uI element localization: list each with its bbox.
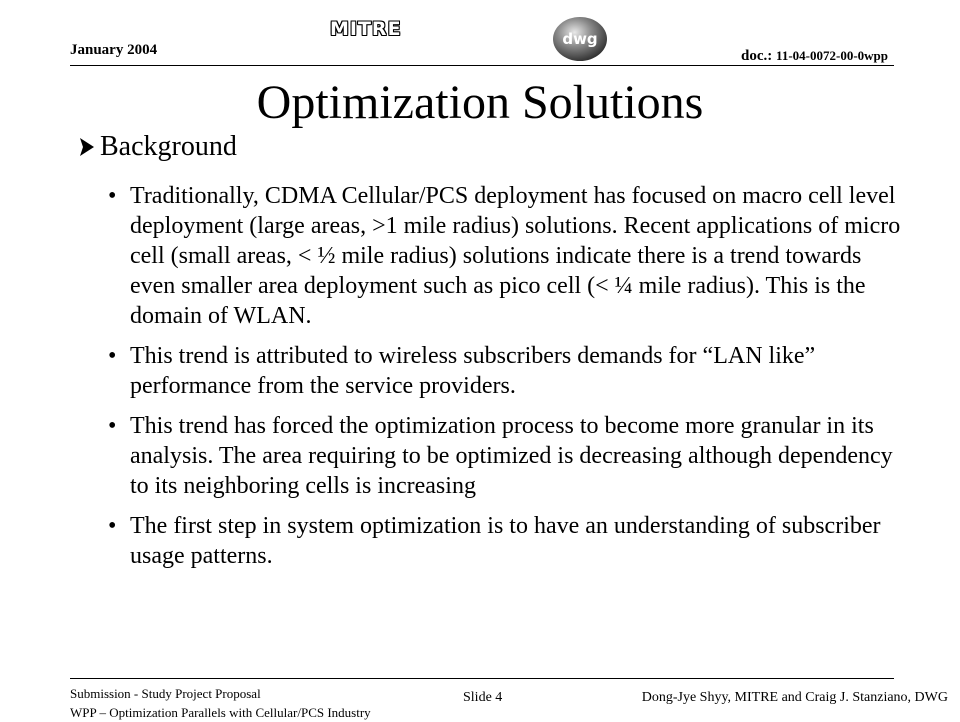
- bullet-text: This trend is attributed to wireless subscribers demands for “LAN like” performance from the service providers.: [130, 343, 816, 399]
- dwg-logo-text: dwg: [562, 30, 598, 48]
- bullet-dot-icon: •: [108, 513, 117, 539]
- header-date: January 2004: [70, 42, 158, 58]
- section-heading: [78, 131, 237, 163]
- bullet-item: [108, 181, 908, 331]
- bullet-item: [108, 411, 908, 501]
- doc-number-value: 11-04-0072-00-0wpp: [776, 48, 888, 63]
- slide-number: Slide 4: [463, 690, 503, 705]
- footer-divider: [70, 678, 894, 679]
- bullet-text: The first step in system optimization is to have an understanding of subscriber usage patterns.: [130, 513, 881, 569]
- section-heading-text: Background: [100, 131, 237, 162]
- footer-submission: [70, 684, 371, 722]
- slide-title: Optimization Solutions: [256, 76, 704, 129]
- dwg-logo: [552, 16, 608, 62]
- bullet-item: [108, 511, 908, 571]
- bullet-dot-icon: •: [108, 343, 117, 369]
- bullet-dot-icon: •: [108, 413, 117, 439]
- bullet-text: Traditionally, CDMA Cellular/PCS deployment has focused on macro cell level deployment (large areas, >1 mile radius) solutions. Recent applications of micro cell (small areas, < ½ mile radius) solutions indicate there is a trend towards even smaller area deployment such as pico cell (< ¼ mile radius). This is the domain of WLAN.: [130, 183, 901, 329]
- header-divider: [70, 65, 894, 66]
- doc-number: [741, 48, 888, 65]
- bullet-dot-icon: •: [108, 183, 117, 209]
- doc-label: doc.:: [741, 48, 773, 64]
- footer-line-2: WPP – Optimization Parallels with Cellular/PCS Industry: [70, 705, 371, 720]
- bullet-text: This trend has forced the optimization process to become more granular in its analysis. The area requiring to be optimized is decreasing although dependency to its neighboring cells is increasing: [130, 413, 893, 499]
- arrow-right-icon: [78, 131, 100, 163]
- mitre-logo: MITRE: [330, 18, 402, 40]
- footer-authors: Dong-Jye Shyy, MITRE and Craig J. Stanziano, DWG: [641, 690, 948, 705]
- footer-line-1: Submission - Study Project Proposal: [70, 686, 261, 701]
- bullet-item: [108, 341, 908, 401]
- bullet-list: [108, 181, 908, 581]
